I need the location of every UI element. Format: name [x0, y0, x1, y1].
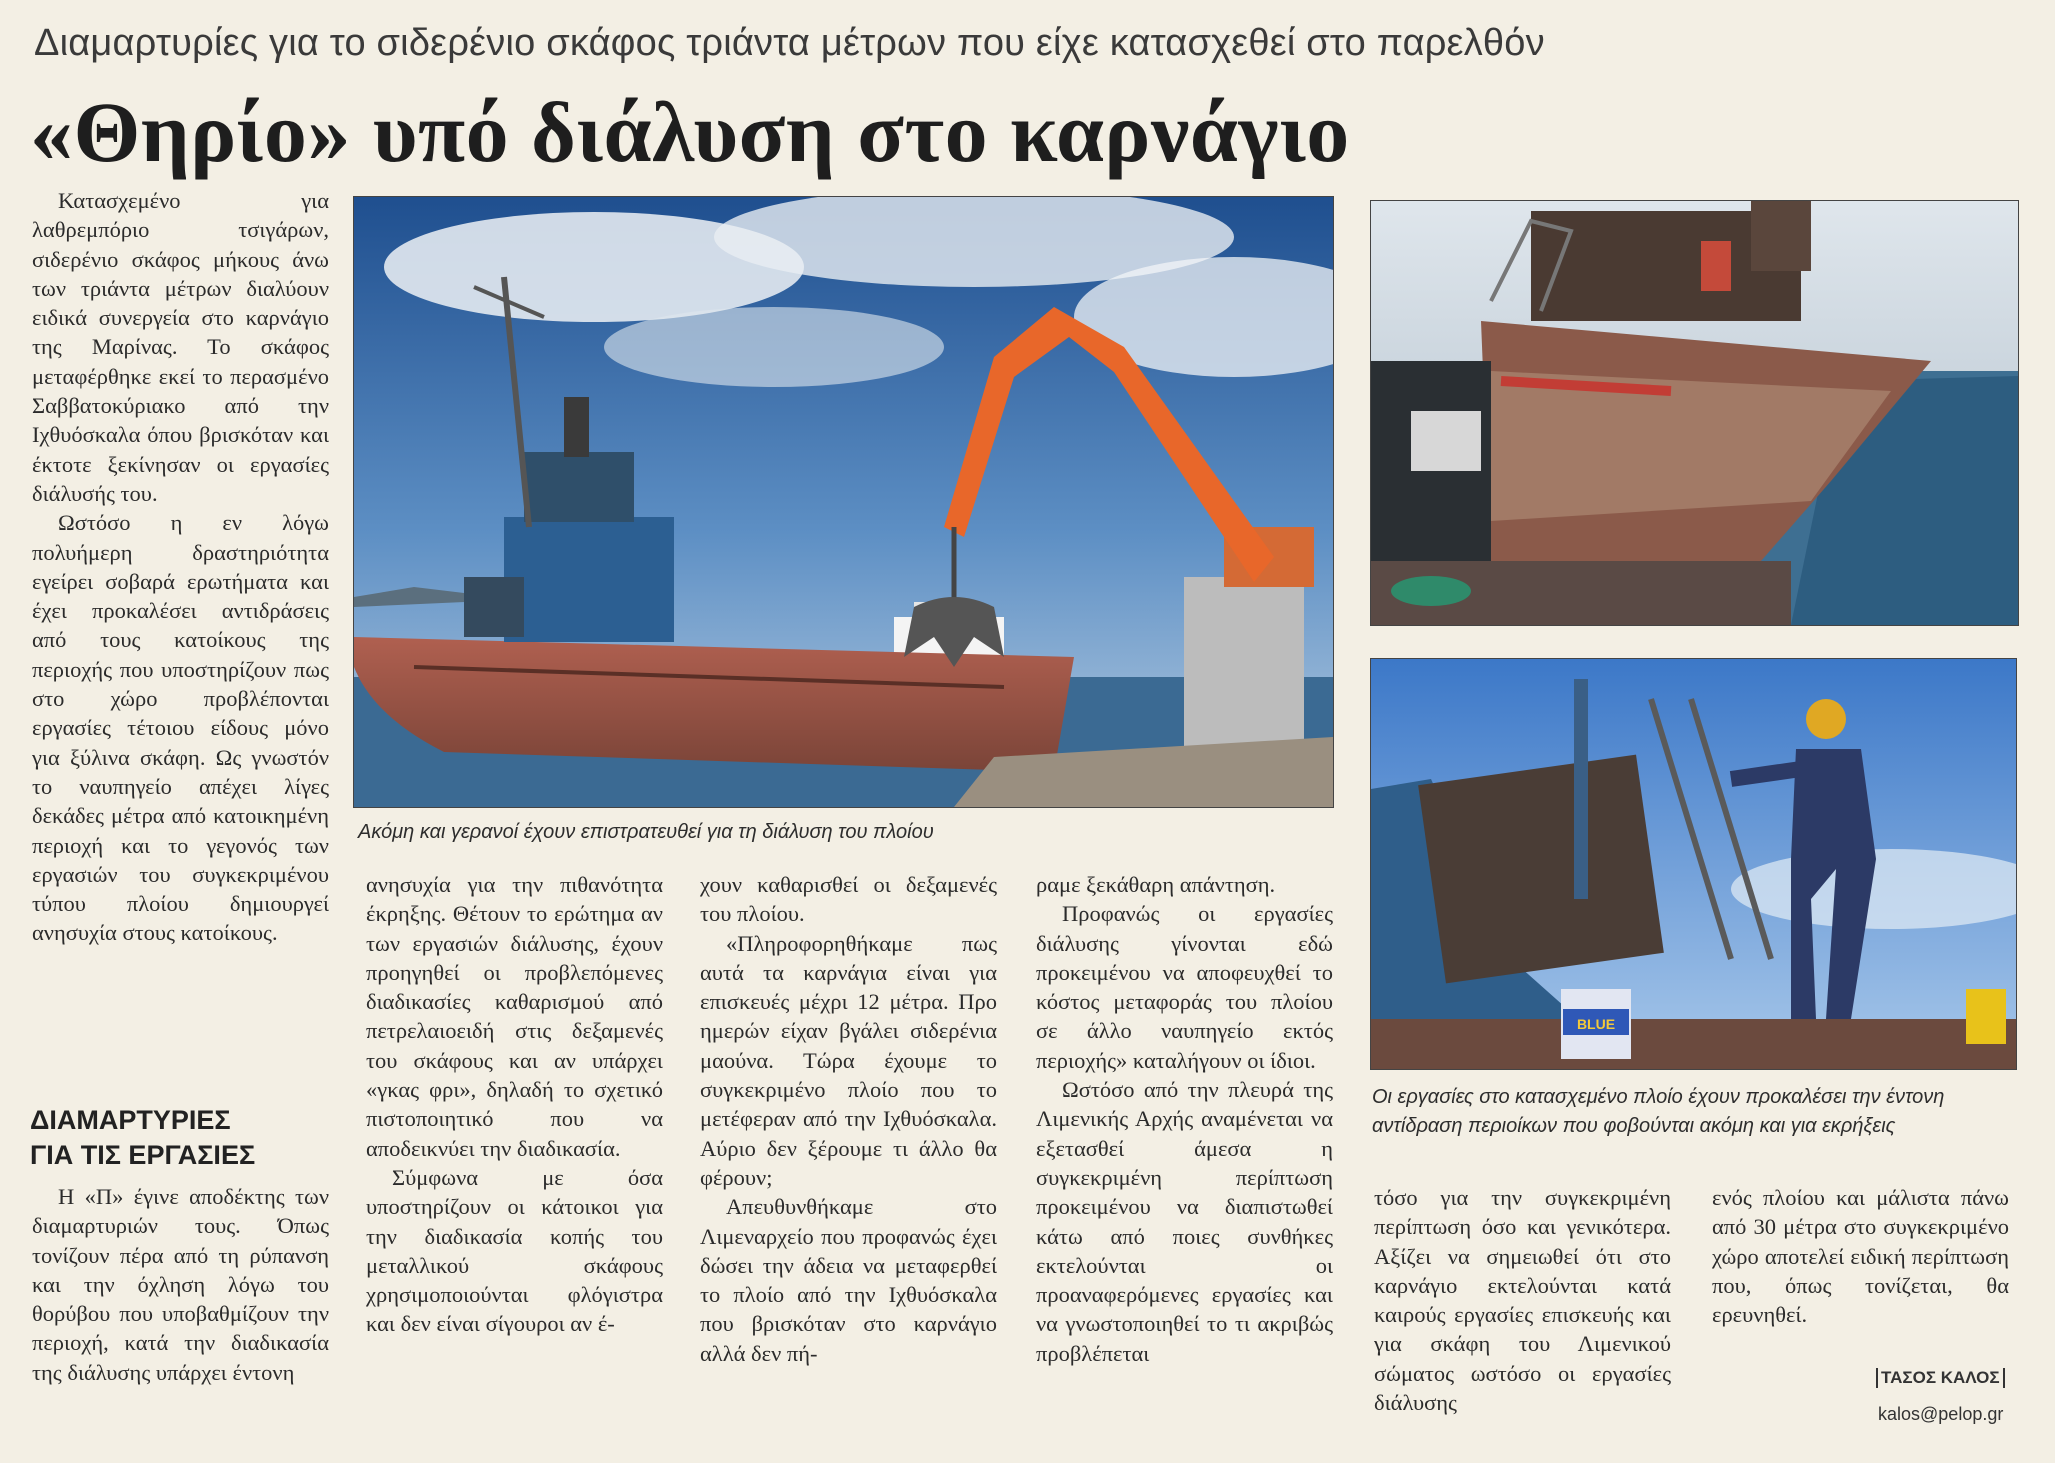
- column-2: [366, 870, 663, 1339]
- col3-paragraph-3: Απευθυνθήκαμε στο Λιμεναρχείο που προφανώς έχει δώσει την άδεια να μεταφερθεί το πλοίο από την Ιχθυόσκαλα που βρισκόταν στο καρνάγιο αλλά δεν πή-: [700, 1194, 997, 1366]
- column-5: [1374, 1183, 1671, 1417]
- subheading-line-2: ΓΙΑ ΤΙΣ ΕΡΓΑΣΙΕΣ: [30, 1140, 256, 1170]
- col1-paragraph-2: Ωστόσο η εν λόγω πολυήμερη δραστηριότητα εγείρει σοβαρά ερωτήματα και έχει προκαλέσει αντιδράσεις από τους κατοίκους της περιοχής που υποστηρίζουν πως στο χώρο προβλέπονται εργασίες τέτοιου είδους μόνο για ξύλινα σκάφη. Ως γνωστόν το ναυπηγείο απέχει λίγες δεκάδες μέτρα από κατοικημένη περιοχή και το γεγονός των εργασιών του συγκεκριμένου τύπου πλοίου δημιουργεί ανησυχία στους κατοίκους.: [32, 510, 329, 946]
- article-headline: «Θηρίο» υπό διάλυση στο καρνάγιο: [30, 84, 1350, 180]
- col2-paragraph-1: ανησυχία για την πιθανότητα έκρηξης. Θέτουν το ερώτημα αν των εργασιών διάλυσης, έχουν προηγηθεί οι προβλεπόμενες διαδικασίες καθαρισμού από πετρελαιοειδή στις δεξαμενές του σκάφους και αν υπάρχει «γκας φρι», δηλαδή το σχετικό πιστοποιητικό που να αποδεικνύει την διαδικασία.: [366, 872, 663, 1161]
- bucket-label: BLUE: [1576, 1016, 1616, 1032]
- col5-paragraph-1: τόσο για την συγκεκριμένη περίπτωση όσο και γενικότερα. Αξίζει να σημειωθεί ότι στο καρνάγιο εκτελούνται κατά καιρούς εργασίες επισκευής και για σκάφη του Λιμενικού σώματος ωστόσο οι εργασίες διάλυσης: [1374, 1185, 1671, 1416]
- col4-paragraph-3: Ωστόσο από την πλευρά της Λιμενικής Αρχής αναμένεται να εξετασθεί άμεσα η συγκεκριμένη περίπτωση προκειμένου να διαπιστωθεί κάτω από ποιες συνθήκες εκτελούνται οι προαναφερόμενες εργασίες και να γνωστοποιηθεί το τι ακριβώς προβλέπεται: [1036, 1077, 1333, 1366]
- right-bottom-photo-worker: [1370, 658, 2017, 1070]
- column-3: [700, 870, 997, 1368]
- right-photo-caption: Οι εργασίες στο κατασχεμένο πλοίο έχουν προκαλέσει την έντονη αντίδραση περιοίκων που φοβούνται ακόμη και για εκρήξεις: [1372, 1086, 1945, 1137]
- column-6: [1712, 1183, 2009, 1329]
- subheading-line-1: ΔΙΑΜΑΡΤΥΡΙΕΣ: [30, 1105, 231, 1135]
- col1-paragraph-1: Κατασχεμένο για λαθρεμπόριο τσιγάρων, σιδερένιο σκάφος μήκους άνω των τριάντα μέτρων διαλύουν ειδικά συνεργεία στο καρνάγιο της Μαρίνας. Το σκάφος μεταφέρθηκε εκεί το περασμένο Σαββατοκύριακο από την Ιχθυόσκαλα όπου βρισκόταν και έκτοτε ξεκίνησαν οι εργασίες διάλυσής του.: [32, 188, 329, 506]
- col3-paragraph-2: «Πληροφορηθήκαμε πως αυτά τα καρνάγια είναι για επισκευές μέχρι 12 μέτρα. Προ ημερών είχαν βγάλει σιδερένια μαούνα. Τώρα έχουμε το συγκεκριμένο πλοίο που το μετέφεραν από την Ιχθυόσκαλα. Αύριο δεν ξέρουμε τι άλλο θα φέρουν;: [700, 930, 997, 1190]
- column-1-bottom: [32, 1182, 329, 1387]
- main-photo-caption: Ακόμη και γερανοί έχουν επιστρατευθεί για τη διάλυση του πλοίου: [358, 821, 934, 843]
- subheading: [30, 1103, 330, 1173]
- col4-paragraph-2: Προφανώς οι εργασίες διάλυσης γίνονται εδώ προκειμένου να αποφευχθεί το κόστος μεταφοράς του πλοίου σε άλλο ναυπηγείο εκτός περιοχής» καταλήγουν οι ίδιοι.: [1036, 901, 1333, 1073]
- author-email: kalos@pelop.gr: [1878, 1404, 2004, 1424]
- col4-paragraph-1: ραμε ξεκάθαρη απάντηση.: [1036, 872, 1276, 897]
- article-kicker: Διαμαρτυρίες για το σιδερένιο σκάφος τριάντα μέτρων που είχε κατασχεθεί στο παρελθόν: [34, 22, 1545, 64]
- right-top-photo-rusty-bow: [1370, 200, 2019, 626]
- column-4: [1036, 870, 1333, 1368]
- main-photo-crane-ship: [353, 196, 1334, 808]
- col6-paragraph-1: ενός πλοίου και μάλιστα πάνω από 30 μέτρα στο συγκεκριμένο χώρο αποτελεί ειδική περίπτωση που, όπως τονίζεται, θα ερευνηθεί.: [1712, 1185, 2009, 1328]
- col3-paragraph-1: χουν καθαρισθεί οι δεξαμενές του πλοίου.: [700, 872, 997, 927]
- col1-paragraph-3: Η «Π» έγινε αποδέκτης των διαμαρτυριών τους. Όπως τονίζουν πέρα από τη ρύπανση και την όχληση λόγω του θορύβου που υποβαθμίζουν την περιοχή, κατά την διαδικασία της διάλυσης υπάρχει έντονη: [32, 1184, 329, 1385]
- author-byline: ΤΑΣΟΣ ΚΑΛΟΣ: [1876, 1368, 2005, 1388]
- col2-paragraph-2: Σύμφωνα με όσα υποστηρίζουν οι κάτοικοι για την διαδικασία κοπής του μεταλλικού σκάφους χρησιμοποιούνται φλόγιστρα και δεν είναι σίγουροι αν έ-: [366, 1164, 663, 1337]
- column-1: [32, 186, 329, 948]
